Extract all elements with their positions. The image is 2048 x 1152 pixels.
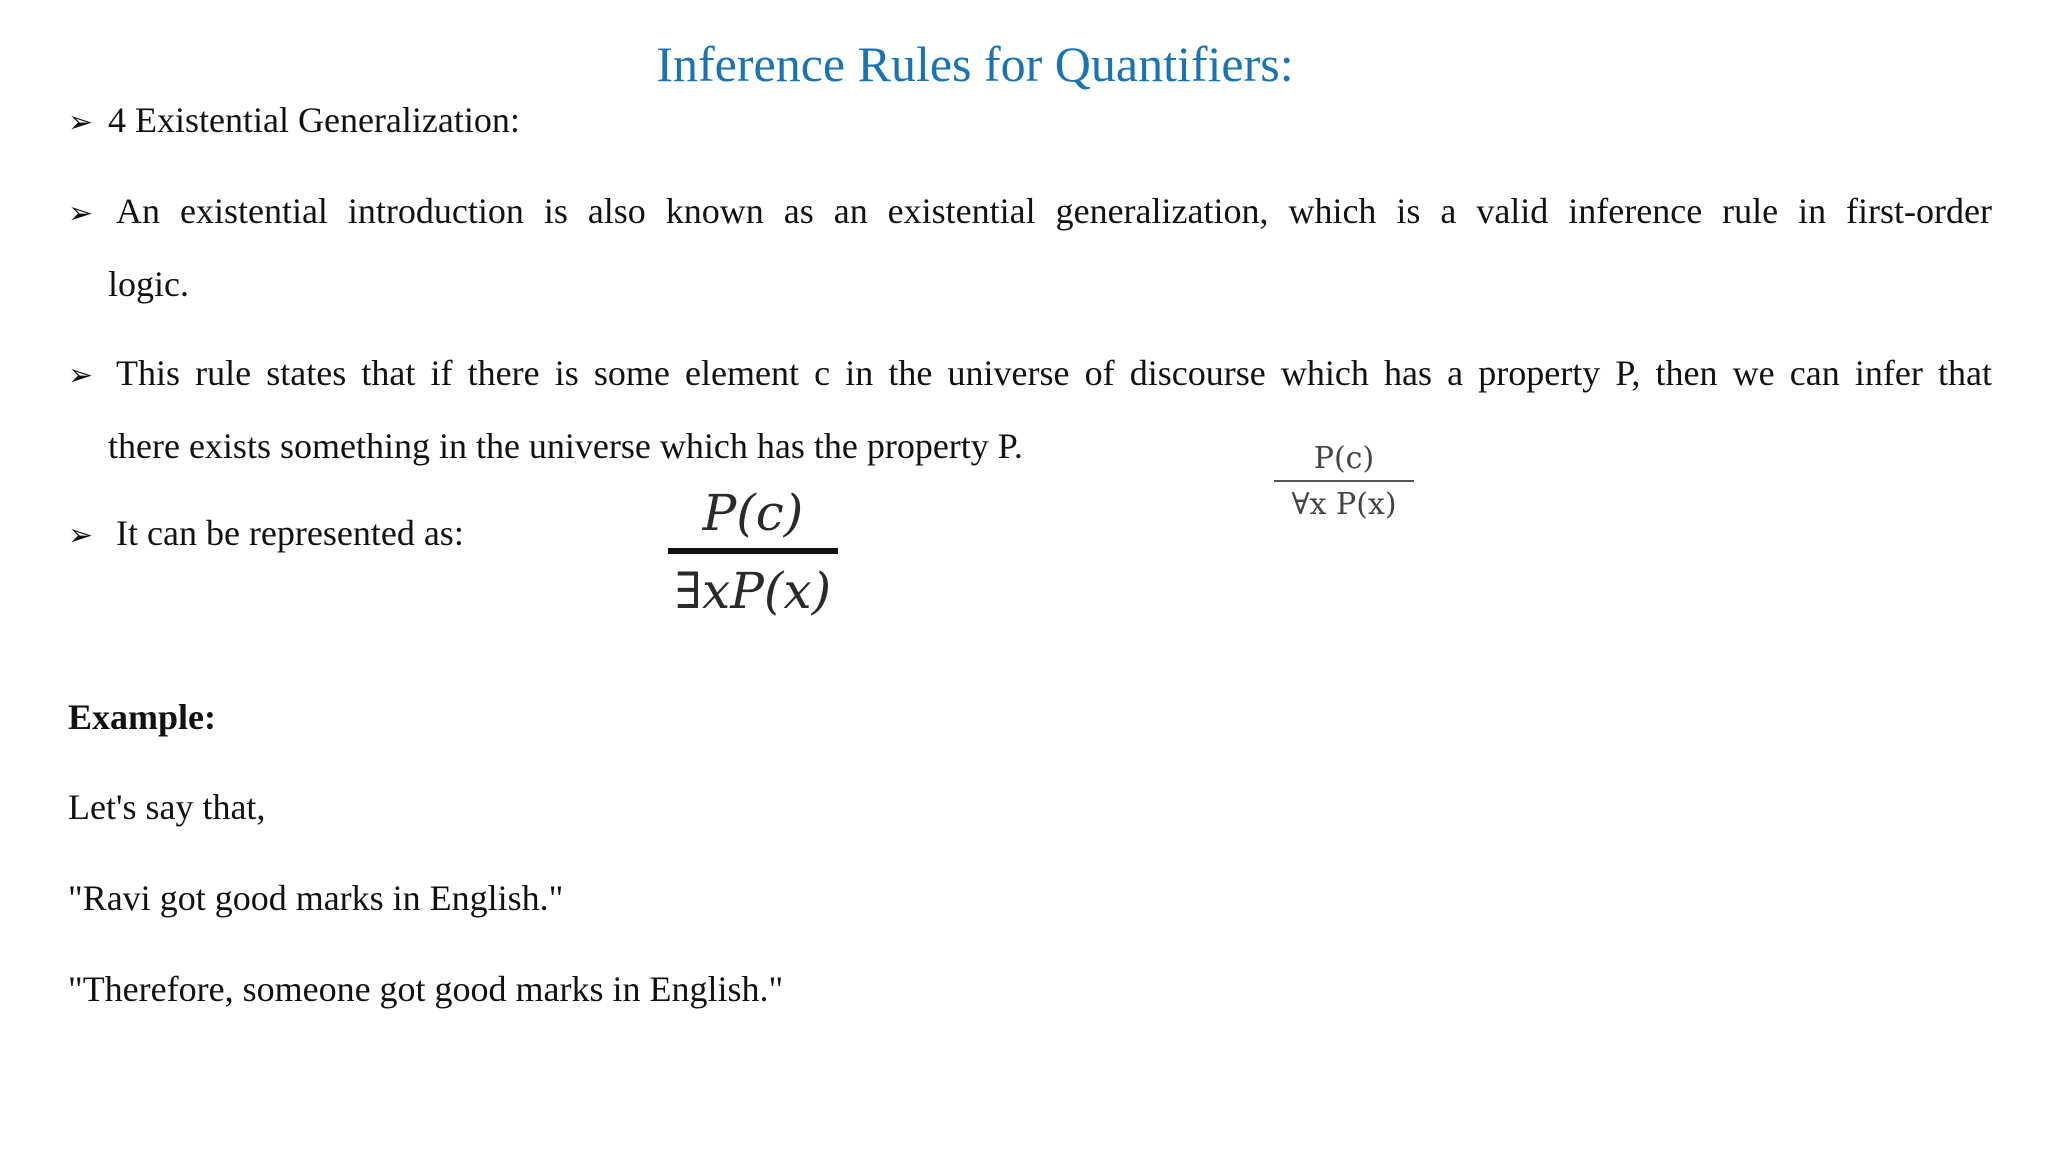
example-heading: Example:	[68, 697, 216, 737]
formula-numerator: P(c)	[702, 484, 804, 542]
arrowhead-bullet-icon: ➢	[68, 105, 94, 140]
bullet-line-2: there exists something in the universe which has the property P.	[108, 426, 1023, 466]
formula-fraction-bar	[668, 548, 838, 554]
bullet-existential-introduction	[68, 176, 1992, 319]
example-line-3: "Therefore, someone got good marks in English."	[68, 969, 784, 1009]
arrowhead-bullet-icon: ➢	[68, 358, 94, 393]
formula-denominator: ∃xP(x)	[674, 562, 832, 620]
bullet-line-2: logic.	[108, 264, 189, 304]
bullet-heading-text: 4 Existential Generalization:	[108, 100, 520, 140]
example-line-2: "Ravi got good marks in English."	[68, 878, 564, 918]
slide-title: Inference Rules for Quantifiers:	[656, 36, 1294, 92]
formula-numerator: P(c)	[1313, 441, 1375, 476]
bullet-heading	[68, 97, 520, 146]
example-line-1: Let's say that,	[68, 787, 266, 827]
formula-denominator: ∀x P(x)	[1291, 487, 1397, 522]
bullet-representation-text: It can be represented as:	[116, 513, 464, 553]
bullet-rule-statement	[68, 338, 1992, 481]
existential-generalization-formula	[668, 482, 838, 622]
bullet-line-1	[68, 176, 1992, 249]
bullet-text: An existential introduction is also known as an existential generalization, which is a valid inference rule in first-order	[116, 191, 1992, 231]
formula-fraction-bar	[1274, 480, 1414, 482]
bullet-text: This rule states that if there is some element c in the universe of discourse which has a property P, then we can infer that	[116, 353, 1992, 393]
arrowhead-bullet-icon: ➢	[68, 518, 94, 553]
arrowhead-bullet-icon: ➢	[68, 196, 94, 231]
universal-generalization-formula	[1274, 440, 1414, 524]
bullet-line-1	[68, 338, 1992, 411]
bullet-representation	[68, 510, 464, 559]
